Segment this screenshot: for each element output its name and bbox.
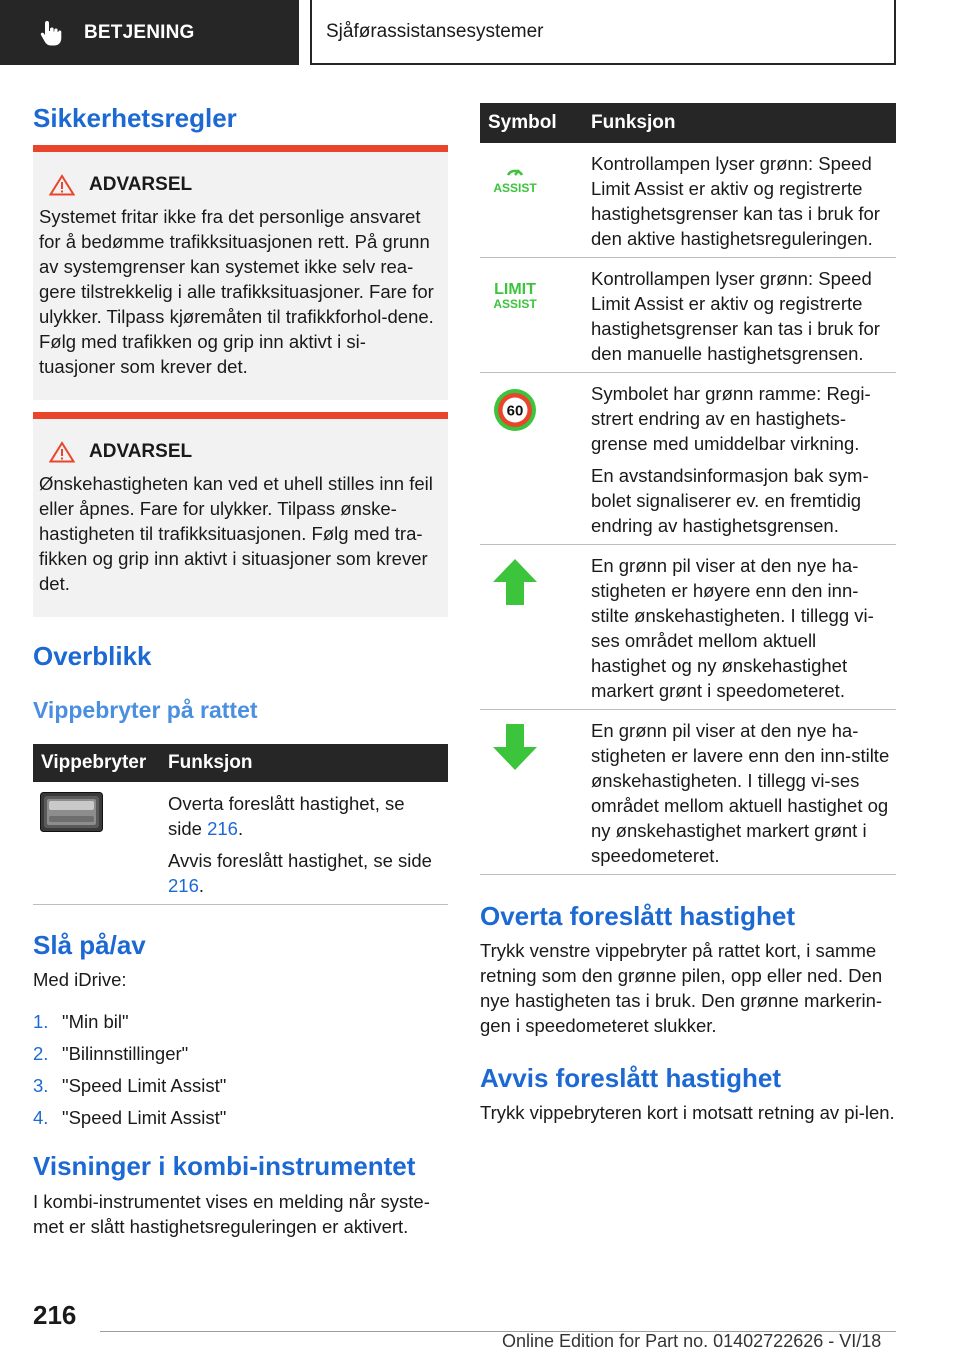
reject-suffix: . xyxy=(198,875,205,896)
switch-function-text xyxy=(168,791,438,898)
reject-text: Trykk vippebryteren kort i motsatt retning av pi-len. xyxy=(480,1102,895,1123)
heading-onoff: Slå på/av xyxy=(33,930,146,960)
warning-box-2 xyxy=(33,412,448,617)
header-chapter xyxy=(310,0,896,65)
arrow-down-description: En grønn pil viser at den nye ha-stigheten er lavere enn den inn-stilte ønskehastigheten. I tillegg vi-ses området mellom aktuell hastighet og ny ønskehastighet markert grønt i speedometeret. xyxy=(591,720,890,866)
symbol-row-assist xyxy=(480,143,896,258)
speed-sign-60-icon xyxy=(493,388,537,432)
switch-table-header xyxy=(33,744,448,782)
list-item xyxy=(33,1070,226,1102)
warning-title-text-2: ADVARSEL xyxy=(89,441,193,462)
speed-sign-text xyxy=(591,381,891,538)
limit-assist-description: Kontrollampen lyser grønn: Speed Limit Assist er aktiv og registrerte hastighetsgrenser kan tas i bruk for den manuelle hastighetsgrensen. xyxy=(591,268,880,364)
heading-reject: Avvis foreslått hastighet xyxy=(480,1063,782,1093)
arrow-up-text xyxy=(591,553,891,703)
warning-box-1 xyxy=(33,145,448,400)
step-number: 1. xyxy=(33,1011,49,1032)
paddle-switch-icon xyxy=(40,792,103,832)
header-section-tab xyxy=(0,0,299,65)
footer-edition: Online Edition for Part no. 01402722626 - VI/18 xyxy=(502,1331,882,1351)
function-col-header: Funksjon xyxy=(168,752,253,773)
steps-list xyxy=(33,1006,226,1134)
limit-assist-text xyxy=(591,266,891,366)
step-number: 3. xyxy=(33,1075,49,1096)
switch-table-row xyxy=(33,782,448,905)
symbol-row-arrow-up xyxy=(480,545,896,710)
header-chapter-label: Sjåførassistansesystemer xyxy=(326,20,544,42)
list-item xyxy=(33,1006,226,1038)
reject-text: Avvis foreslått hastighet, se side xyxy=(168,850,432,871)
idrive-intro: Med iDrive: xyxy=(33,969,127,990)
list-item xyxy=(33,1102,226,1134)
step-text: "Speed Limit Assist" xyxy=(62,1107,227,1128)
heading-overview: Overblikk xyxy=(33,641,152,671)
hand-icon xyxy=(40,20,62,46)
symbol-col-header: Symbol xyxy=(488,112,557,133)
arrow-up-description: En grønn pil viser at den nye ha-stigheten er høyere enn den inn-stilte ønskehastigheten. I tillegg vi-ses området mellom aktuell hastighet og ny ønskehastighet markert grønt i speedometeret. xyxy=(591,555,874,701)
function-col-header: Funksjon xyxy=(591,112,676,133)
warning-title-1 xyxy=(39,174,440,196)
assist-description: Kontrollampen lyser grønn: Speed Limit Assist er aktiv og registrerte hastighetsgrenser kan tas i bruk for den aktive hastighetsreguleringen. xyxy=(591,153,880,249)
assist-icon xyxy=(492,163,538,197)
warning-title-2 xyxy=(39,441,440,463)
symbol-row-speed-sign xyxy=(480,373,896,545)
header-section-label: BETJENING xyxy=(84,21,195,43)
step-text: "Speed Limit Assist" xyxy=(62,1075,227,1096)
heading-accept: Overta foreslått hastighet xyxy=(480,901,795,931)
assist-icon-label: ASSIST xyxy=(493,297,537,311)
heading-safety: Sikkerhetsregler xyxy=(33,103,237,133)
speed-sign-description-1: Symbolet har grønn ramme: Regi-strert endring av en hastighets-grense med umiddelbar virkning. xyxy=(591,383,871,454)
step-number: 2. xyxy=(33,1043,49,1064)
arrow-down-icon xyxy=(492,722,538,772)
accept-line xyxy=(168,791,438,841)
subheading-switch: Vippebryter på rattet xyxy=(33,697,258,723)
warning-triangle-icon xyxy=(49,441,75,463)
list-item xyxy=(33,1038,226,1070)
warning-triangle-icon xyxy=(49,174,75,196)
page-link-216[interactable]: 216 xyxy=(207,818,238,839)
warning-body-1: Systemet fritar ikke fra det personlige ansvaret for å bedømme trafikksituasjonen rett. På grunn av systemgrenser kan systemet ikke selv rea-gere tilstrekkelig i alle trafikksituasjoner. Fare for ulykker. Tilpass kjøremåten til trafikkforhol-dene. Følg med trafikken og grip inn aktivt i si-tuasjoner som krever det. xyxy=(39,206,434,377)
assist-icon-label: ASSIST xyxy=(493,181,537,195)
reject-line xyxy=(168,848,438,898)
warning-title-text-1: ADVARSEL xyxy=(89,174,193,195)
page-link-216[interactable]: 216 xyxy=(168,875,199,896)
heading-display: Visninger i kombi-instrumentet xyxy=(33,1151,416,1181)
accept-suffix: . xyxy=(237,818,244,839)
display-text: I kombi-instrumentet vises en melding når syste-met er slått hastighetsreguleringen er aktivert. xyxy=(33,1191,430,1237)
warning-body-2: Ønskehastigheten kan ved et uhell stilles inn feil eller åpnes. Fare for ulykker. Tilpass ønske-hastigheten til trafikksituasjonen. Følg med tra-fikken og grip inn aktivt i situasjoner som krever det. xyxy=(39,473,433,594)
symbol-row-arrow-down xyxy=(480,710,896,875)
speed-sign-label: 60 xyxy=(506,402,524,420)
step-text: "Bilinnstillinger" xyxy=(62,1043,189,1064)
accept-text: Trykk venstre vippebryter på rattet kort, i samme retning som den grønne pilen, opp eller ned. Den nye hastigheten tas i bruk. Den grønne markerin-gen i speedometeret slukker. xyxy=(480,940,883,1036)
page-number: 216 xyxy=(33,1300,77,1330)
arrow-up-icon xyxy=(492,557,538,607)
step-text: "Min bil" xyxy=(62,1011,129,1032)
speed-sign-description-2: En avstandsinformasjon bak sym-bolet signaliserer ev. en fremtidig endring av hastighetsgrensen. xyxy=(591,465,869,536)
assist-text xyxy=(591,151,891,251)
switch-col-header: Vippebryter xyxy=(41,752,147,773)
limit-icon-label: LIMIT xyxy=(494,281,536,298)
symbol-row-limit-assist xyxy=(480,258,896,373)
limit-assist-icon xyxy=(492,278,538,312)
accept-text: Overta foreslått hastighet, se side xyxy=(168,793,405,839)
step-number: 4. xyxy=(33,1107,49,1128)
symbol-table-header xyxy=(480,103,896,143)
arrow-down-text xyxy=(591,718,891,868)
